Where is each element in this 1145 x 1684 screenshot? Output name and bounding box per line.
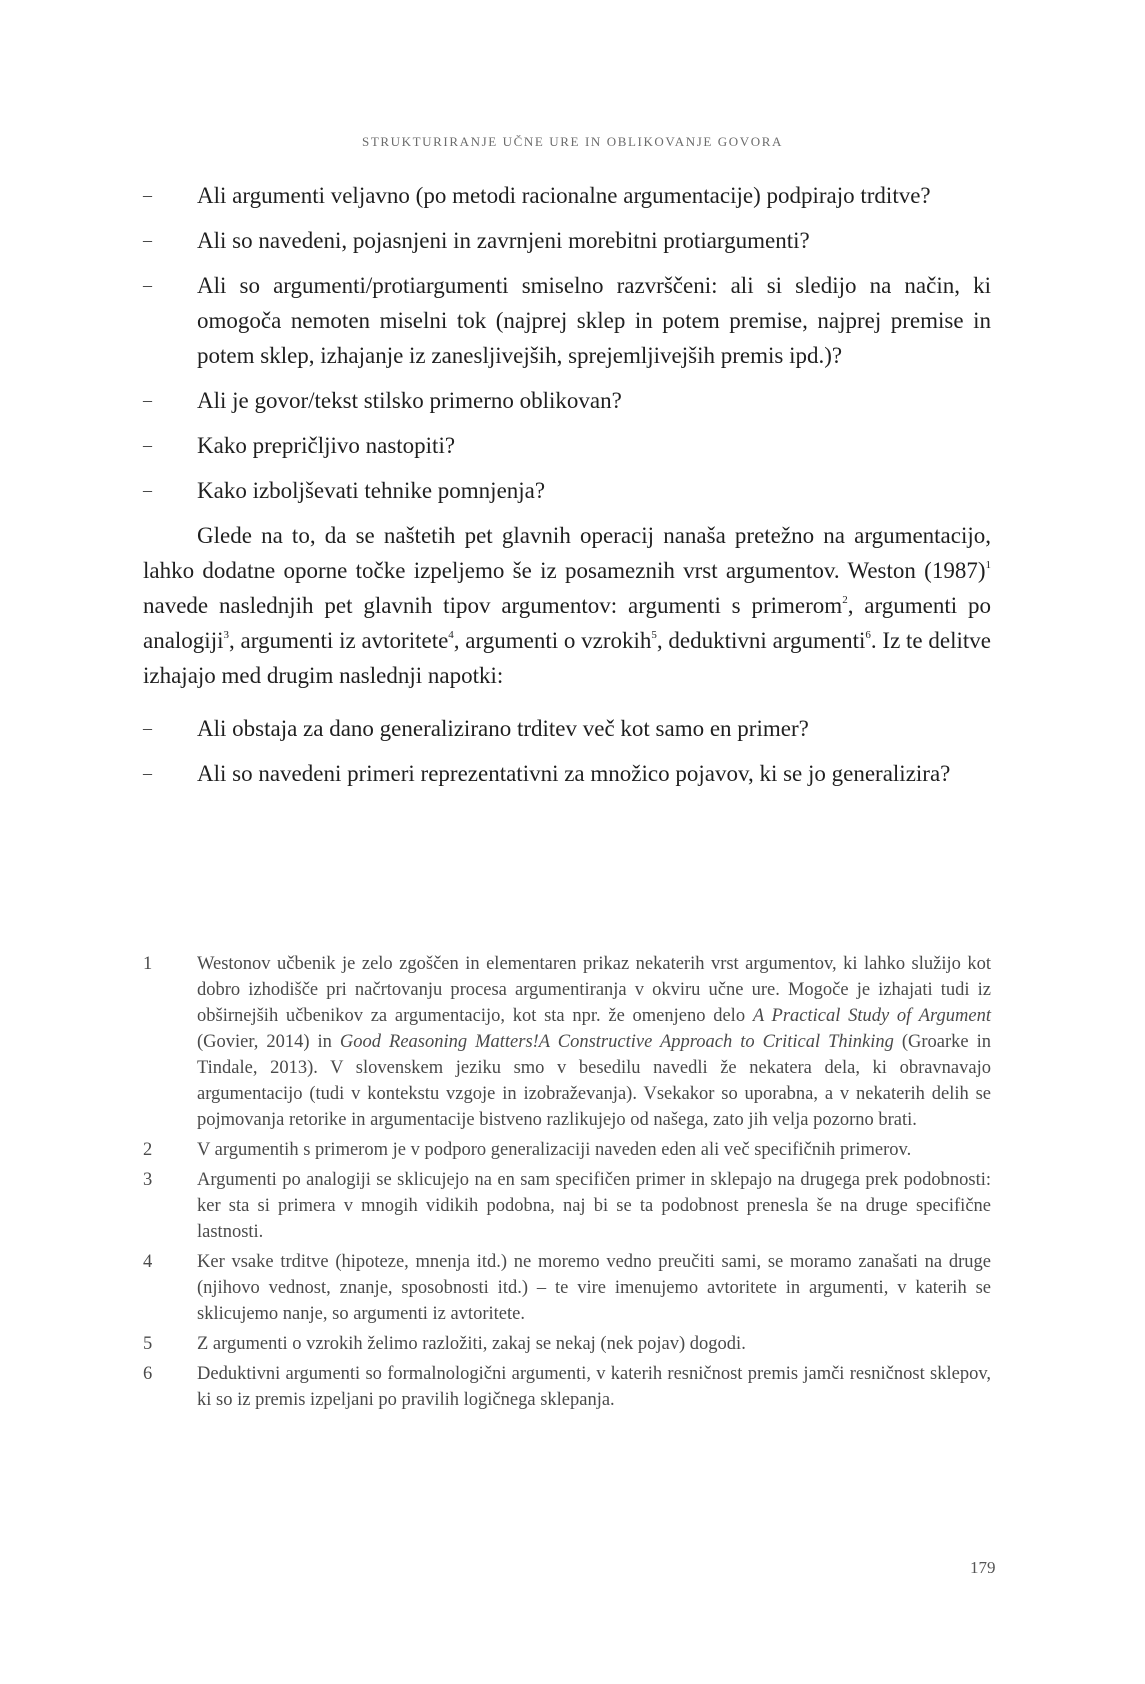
dash-bullet-icon: – bbox=[143, 185, 152, 205]
question-list-bottom bbox=[143, 711, 991, 791]
dash-bullet-icon: – bbox=[143, 480, 152, 500]
list-item: – Ali so navedeni, pojasnjeni in zavrnjeni morebitni protiargumenti? bbox=[143, 223, 991, 258]
footnote-3: 3 Argumenti po analogiji se sklicujejo na en sam specifičen primer in sklepajo na drugega prek podobnosti: ker sta si primera v mnogih vidikih podobna, naj bi se ta podobnost prenesla še na druge specifične lastnosti. bbox=[143, 1167, 991, 1245]
footnote-2: 2 V argumentih s primerom je v podporo generalizaciji naveden eden ali več specifičnih primerov. bbox=[143, 1137, 991, 1163]
list-item: – Ali obstaja za dano generalizirano trditev več kot samo en primer? bbox=[143, 711, 991, 746]
book-title: A Practical Study of Argument bbox=[752, 1006, 991, 1026]
dash-bullet-icon: – bbox=[143, 718, 152, 738]
footnote-number: 4 bbox=[143, 1252, 153, 1272]
footnote-number: 6 bbox=[143, 1364, 153, 1384]
footnote-ref[interactable]: 5 bbox=[651, 629, 657, 641]
body-paragraph: Glede na to, da se naštetih pet glavnih operacij nanaša pretežno na argumentacijo, lahko dodatne oporne točke izpeljemo še iz posameznih vrst argumentov. Weston $(1987)^1$ navede naslednjih pet glavnih tipov argumentov: argumenti s primerom$^2$, argumenti po analogiji$^3$, argumenti iz avtoritete$^4$, argumenti o vzrokih$^5$, deduktivni argumenti$^6$. Iz te delitve izhajajo med drugim naslednji napotki: bbox=[143, 523, 991, 688]
dash-bullet-icon: – bbox=[143, 390, 152, 410]
list-item: – Ali so argumenti/protiargumenti smiselno razvrščeni: ali si sledijo na način, ki omogoča nemoten miselni tok (najprej sklep in potem premise, najprej premise in potem sklep, izhajanje iz zanesljivejših, sprejemljivejših premis ipd.)? bbox=[143, 268, 991, 373]
footnote-number: 5 bbox=[143, 1334, 153, 1354]
footnotes bbox=[143, 951, 991, 1417]
footnote-5: 5 Z argumenti o vzrokih želimo razložiti, zakaj se nekaj (nek pojav) dogodi. bbox=[143, 1331, 991, 1357]
footnote-number: 2 bbox=[143, 1140, 153, 1160]
page-number: 179 bbox=[970, 1558, 996, 1577]
footnote-ref[interactable]: 6 bbox=[865, 629, 871, 641]
footnote-ref[interactable]: 4 bbox=[448, 629, 454, 641]
footnote-ref[interactable]: 2 bbox=[842, 594, 848, 606]
footnote-ref[interactable]: 1 bbox=[985, 559, 991, 571]
list-item: – Ali argumenti veljavno (po metodi racionalne argumentacije) podpirajo trditve? bbox=[143, 178, 991, 213]
question-list-top bbox=[143, 178, 991, 508]
footnote-ref[interactable]: 3 bbox=[223, 629, 229, 641]
dash-bullet-icon: – bbox=[143, 435, 152, 455]
book-title: Good Reasoning Matters!A Constructive Approach to Critical Thinking bbox=[339, 1032, 894, 1052]
list-item: – Kako prepričljivo nastopiti? bbox=[143, 428, 991, 463]
list-item: – Ali so navedeni primeri reprezentativni za množico pojavov, ki se jo generalizira? bbox=[143, 756, 991, 791]
main-text bbox=[143, 178, 991, 801]
footnote-1: 1 Westonov učbenik je zelo zgoščen in elementaren prikaz nekaterih vrst argumentov, ki lahko služijo kot dobro izhodišče pri načrtovanju procesa argumentiranja v okviru učne ure. Mogoče je izhajati tudi iz obširnejših učbenikov za argumentacijo, kot sta npr. že omenjeno delo A Practical Study of Argument (Govier, 2014) in Good Reasoning Matters!A Constructive Approach to Critical Thinking (Groarke in Tindale, 2013). V slovenskem jeziku smo v besedilu navedli že nekatera dela, ki obravnavajo argumentacijo (tudi v kontekstu vzgoje in izobraževanja). Vsekakor so uporabna, a v nekaterih delih se pojmovanja retorike in argumentacije bistveno razlikujejo od našega, zato jih velja pozorno brati. bbox=[143, 951, 991, 1133]
list-item: – Kako izboljševati tehnike pomnjenja? bbox=[143, 473, 991, 508]
dash-bullet-icon: – bbox=[143, 230, 152, 250]
footnote-6: 6 Deduktivni argumenti so formalnologični argumenti, v katerih resničnost premis jamči resničnost sklepov, ki so iz premis izpeljani po pravilih logičnega sklepanja. bbox=[143, 1361, 991, 1413]
footnote-number: 3 bbox=[143, 1170, 153, 1190]
dash-bullet-icon: – bbox=[143, 763, 152, 783]
list-item: – Ali je govor/tekst stilsko primerno oblikovan? bbox=[143, 383, 991, 418]
footnote-4: 4 Ker vsake trditve (hipoteze, mnenja itd.) ne moremo vedno preučiti sami, se moramo zanašati na druge (njihovo vednost, znanje, sposobnosti itd.) – te vire imenujemo avtoritete in argumenti, v katerih se sklicujemo nanje, so argumenti iz avtoritete. bbox=[143, 1249, 991, 1327]
running-head: STRUKTURIRANJE UČNE URE IN OBLIKOVANJE GOVORA bbox=[362, 134, 783, 149]
footnote-number: 1 bbox=[143, 954, 153, 974]
dash-bullet-icon: – bbox=[143, 275, 152, 295]
